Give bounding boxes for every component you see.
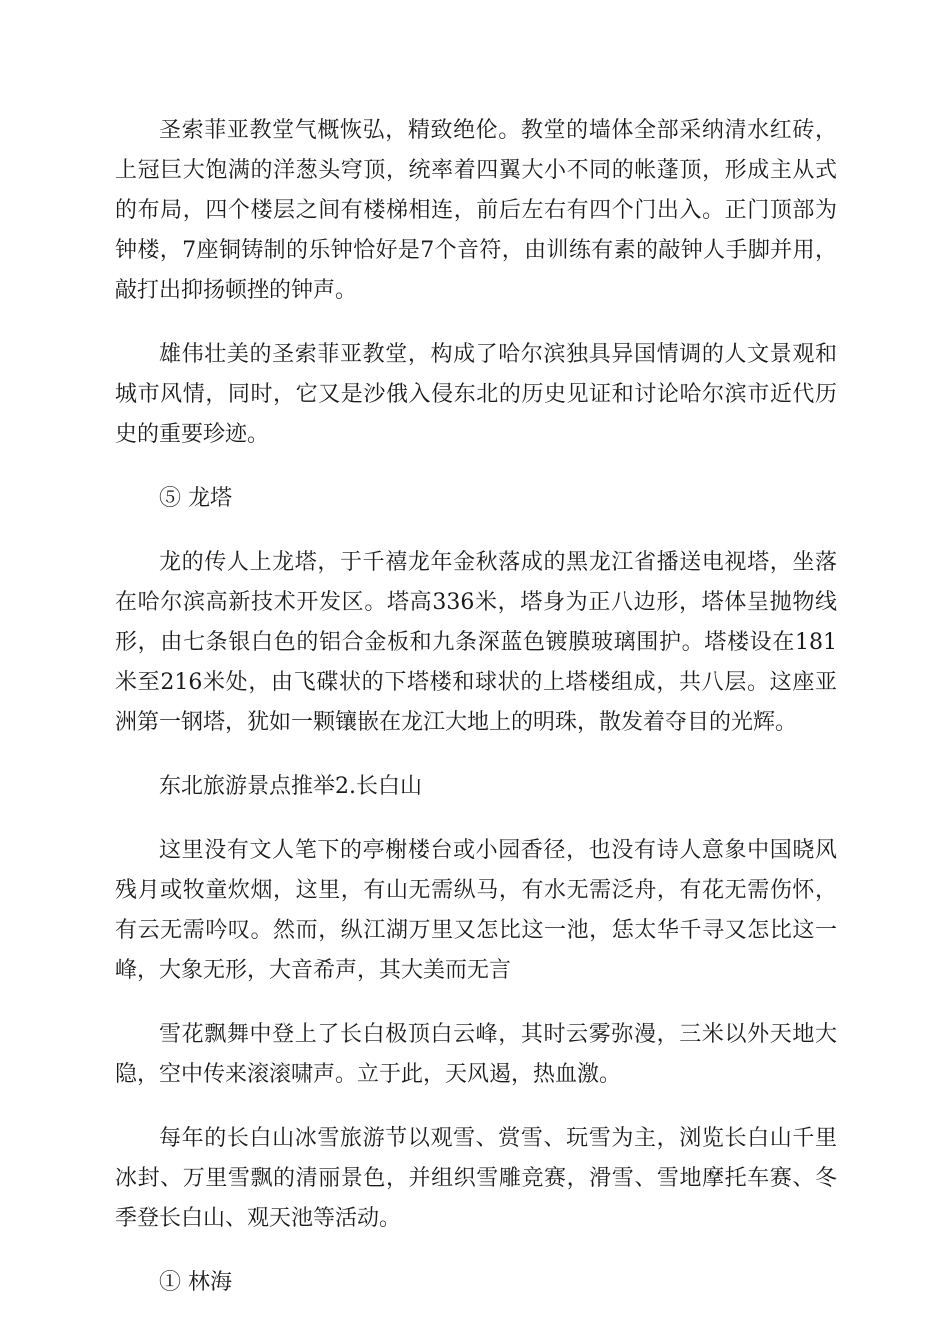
paragraph-changbai-festival: 每年的长白山冰雪旅游节以观雪、赏雪、玩雪为主，浏览长白山千里冰封、万里雪飘的清丽景色，并组织雪雕竞赛，滑雪、雪地摩托车赛、冬季登长白山、观天池等活动。 [115,1126,837,1231]
paragraph-dragon-tower: 龙的传人上龙塔，于千禧龙年金秋落成的黑龙江省播送电视塔，坐落在哈尔滨高新技术开发区。塔高336米，塔身为正八边形，塔体呈抛物线形，由七条银白色的铝合金板和九条深蓝色镀膜玻璃围护。塔楼设在181米至216米处，由飞碟状的下塔楼和球状的上塔楼组成，共八层。这座亚洲第一钢塔，犹如一颗镶嵌在龙江大地上的明珠，散发着夺目的光辉。 [115,550,837,735]
section-heading-dragon-tower: ⑤ 龙塔 [159,486,232,511]
paragraph-changbai-snow: 雪花飘舞中登上了长白极顶白云峰，其时云雾弥漫，三米以外天地大隐，空中传来滚滚啸声。立于此，天风遏，热血激。 [115,1022,837,1087]
paragraph-cathedral-architecture: 圣索菲亚教堂气概恢弘，精致绝伦。教堂的墙体全部采纳清水红砖，上冠巨大饱满的洋葱头穹顶，统率着四翼大小不同的帐蓬顶，形成主从式的布局，四个楼层之间有楼梯相连，前后左右有四个门出入。正门顶部为钟楼，7座铜铸制的乐钟恰好是7个音符，由训练有素的敲钟人手脚并用，敲打出抑扬顿挫的钟声。 [115,118,837,303]
section-heading-forest: ① 林海 [159,1270,232,1295]
section-heading-changbai-mountain: 东北旅游景点推举2.长白山 [159,774,422,799]
paragraph-cathedral-significance: 雄伟壮美的圣索菲亚教堂，构成了哈尔滨独具异国情调的人文景观和城市风情，同时，它又是沙俄入侵东北的历史见证和讨论哈尔滨市近代历史的重要珍迹。 [115,342,837,447]
paragraph-changbai-intro: 这里没有文人笔下的亭榭楼台或小园香径，也没有诗人意象中国晓风残月或牧童炊烟，这里，有山无需纵马，有水无需泛舟，有花无需伤怀，有云无需吟叹。然而，纵江湖万里又怎比这一池，恁太华千寻又怎比这一峰，大象无形，大音希声，其大美而无言 [115,838,837,983]
document-body [115,111,837,1303]
